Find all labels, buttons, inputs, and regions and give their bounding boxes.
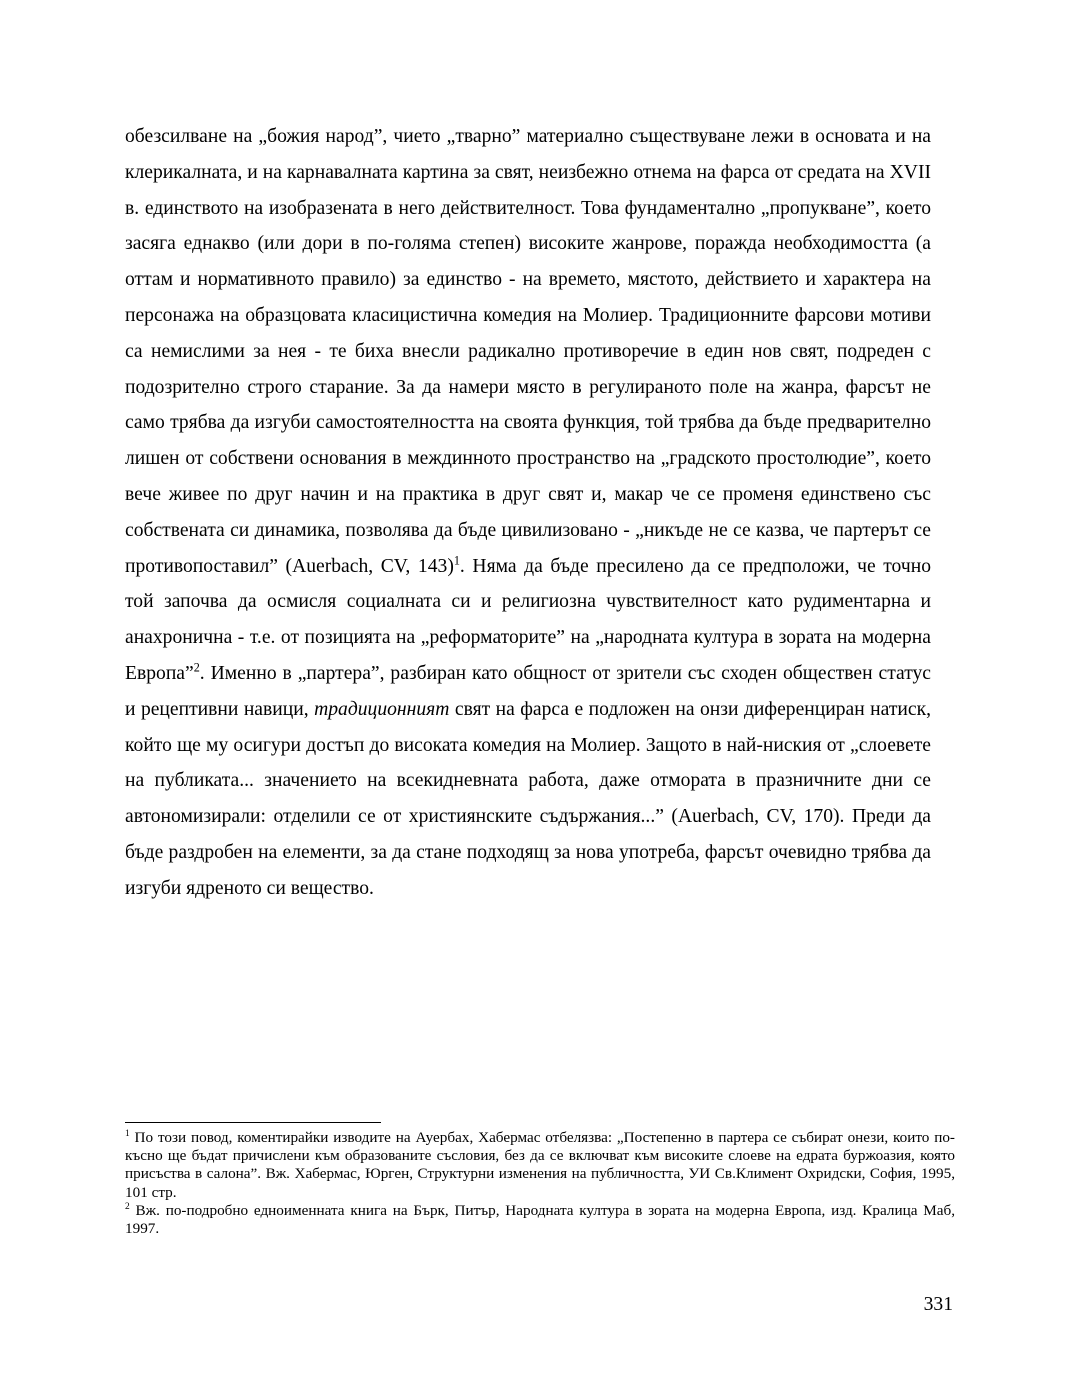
footnote-number: 1	[125, 1128, 130, 1139]
footnote-text: Вж. по-подробно едноименната книга на Бърк, Питър, Народната култура в зората на модерна Европа, изд. Кралица Маб, 1997.	[125, 1201, 955, 1238]
page-number: 331	[923, 1294, 953, 1315]
footnote-2	[125, 1202, 955, 1238]
body-text-segment: . Няма да бъде пресилено да се предположи, че точно той започва да осмисля социалната си и религиозна чувствителност като рудиментарна и анахронична - т.е. от позицията на „реформаторите” на „народната култура в зората на модерна Европа”	[125, 555, 931, 684]
body-text-segment: свят на фарса е подложен на онзи диференциран натиск, който ще му осигури достъп до високата комедия на Молиер. Защото в най-ниския от „слоевете на публиката... значението на всекидневната работа, даже отмората в празничните дни се автономизирали: отделили се от християнските съдържания...” (Auerbach, CV, 170). Преди да бъде раздробен на елементи, за да стане подходящ за нова употреба, фарсът очевидно трябва да изгуби ядреното си вещество.	[125, 698, 932, 899]
body-text-segment: . Именно в „партера”, разбиран като общност от зрители със сходен обществен статус и рецептивни навици,	[125, 662, 931, 720]
footnote-text: По този повод, коментирайки изводите на Ауербах, Хабермас отбелязва: „Постепенно в партера се събират онези, които по-късно ще бъдат причислени към образованите съсловия, без да се включват към високите слоеве на едрата буржоазия, която присъства в салона”. Вж. Хабермас, Юрген, Структурни изменения на публичността, УИ Св.Климент Охридски, София, 1995, 101 стр.	[125, 1129, 955, 1201]
footnote-number: 2	[125, 1201, 130, 1212]
footnote-separator	[125, 1122, 381, 1123]
body-text-segment: обезсилване на „божия народ”, чието „тварно” материално съществуване лежи в основата и на клерикалната, и на карнавалната картина за свят, неизбежно отнема на фарса от средата на XVII в. единството на изобразената в него действителност. Това фундаментално „пропукване”, което засяга еднакво (или дори в по-голяма степен) високите жанрове, поражда необходимостта (а оттам и нормативното правило) за единство - на времето, мястото, действието и характера на персонажа на образцовата класицистична комедия на Молиер. Традиционните фарсови мотиви са немислими за нея - те биха внесли радикално противоречие в един нов свят, подреден с подозрително строго старание. За да намери място в регулираното поле на жанра, фарсът не само трябва да изгуби самостоятелността на своята функция, той трябва да бъде предварително лишен от собствени основания в междинното пространство на „градското простолюдие”, което вече живее по друг начин и на практика в друг свят и, макар че се променя единствено със собствената си динамика, позволява да бъде цивилизовано - „никъде не се казва, че партерът се противопоставил” (Auerbach, CV, 143)	[125, 126, 931, 577]
italic-term: традиционният	[314, 698, 450, 720]
footnote-reference-1[interactable]: 1	[453, 553, 460, 568]
body-paragraph	[125, 119, 931, 907]
footnote-reference-2[interactable]: 2	[193, 660, 200, 675]
footnotes-section	[125, 1129, 955, 1238]
footnote-1	[125, 1129, 955, 1202]
